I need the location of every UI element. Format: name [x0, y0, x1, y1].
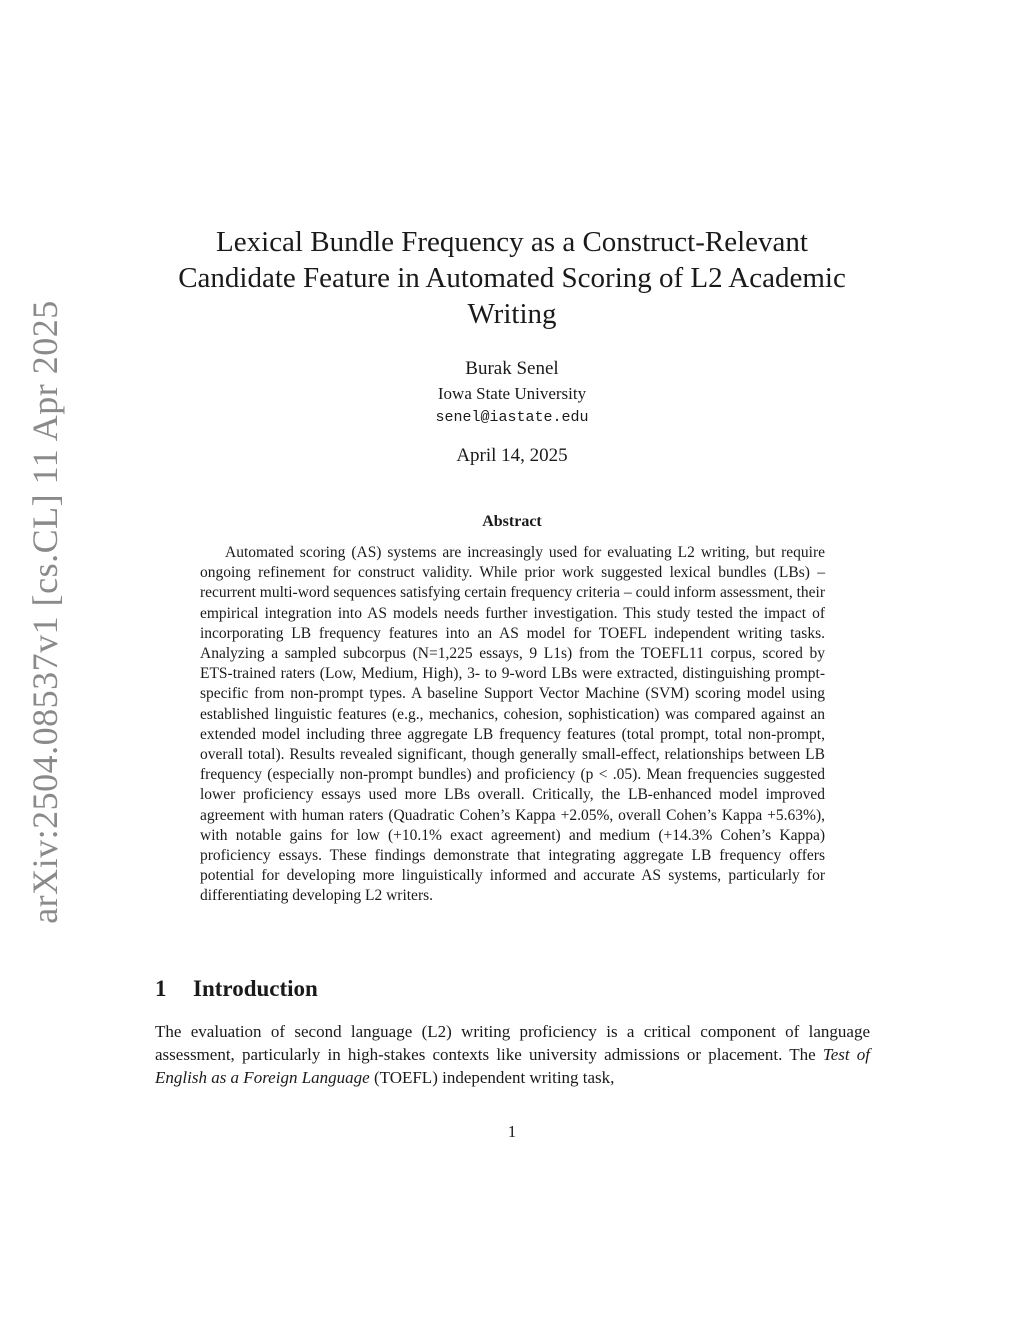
paper-date: April 14, 2025 — [456, 445, 568, 466]
section-number: 1 — [155, 976, 167, 1001]
intro-text-start: The evaluation of second language (L2) writing proficiency is a critical component of language assessment, particularly in high-stakes contexts like university admissions or placement. The — [155, 1022, 870, 1064]
abstract-heading: Abstract — [482, 513, 542, 530]
intro-italic-test-name: Test of English as a Foreign Language — [155, 1045, 870, 1087]
intro-text-end: (TOEFL) independent writing task, — [369, 1068, 615, 1087]
section-title: Introduction — [193, 976, 318, 1001]
arxiv-identifier: arXiv:2504.08537v1 [cs.CL] 11 Apr 2025 — [25, 300, 65, 924]
author-block — [312, 356, 712, 430]
author-email: senel@iastate.edu — [435, 409, 589, 426]
page-number: 1 — [507, 1122, 517, 1141]
author-affiliation: Iowa State University — [437, 384, 587, 403]
section-heading — [155, 974, 870, 1004]
author-name: Burak Senel — [465, 358, 559, 379]
intro-paragraph — [155, 1020, 870, 1089]
abstract-text: Automated scoring (AS) systems are increasingly used for evaluating L2 writing, but require ongoing refinement for construct validity. While prior work suggested lexical bundles (LBs) – recurrent multi-word sequences satisfying certain frequency criteria – could inform assessment, their empirical integration into AS models needs further investigation. This study tested the impact of incorporating LB frequency features into an AS model for TOEFL independent writing tasks. Analyzing a sampled subcorpus (N=1,225 essays, 9 L1s) from the TOEFL11 corpus, scored by ETS-trained raters (Low, Medium, High), 3- to 9-word LBs were extracted, distinguishing prompt-specific from non-prompt types. A baseline Support Vector Machine (SVM) scoring model using established linguistic features (e.g., mechanics, cohesion, sophistication) was compared against an extended model including three aggregate LB frequency features (total prompt, total non-prompt, overall total). Results revealed significant, though generally small-effect, relationships between LB frequency (especially non-prompt bundles) and proficiency (p < .05). Mean frequencies suggested lower proficiency essays used more LBs overall. Critically, the LB-enhanced model improved agreement with human raters (Quadratic Cohen’s Kappa +2.05%, overall Cohen’s Kappa +5.63%), with notable gains for low (+10.1% exact agreement) and medium (+14.3% Cohen’s Kappa) proficiency essays. These findings demonstrate that integrating aggregate LB frequency offers potential for developing more linguistically informed and accurate AS systems, particularly for differentiating developing L2 writers. — [200, 544, 825, 905]
paper-title: Lexical Bundle Frequency as a Construct-Relevant Candidate Feature in Automated Scoring of L2 Academic Writing — [178, 226, 846, 330]
